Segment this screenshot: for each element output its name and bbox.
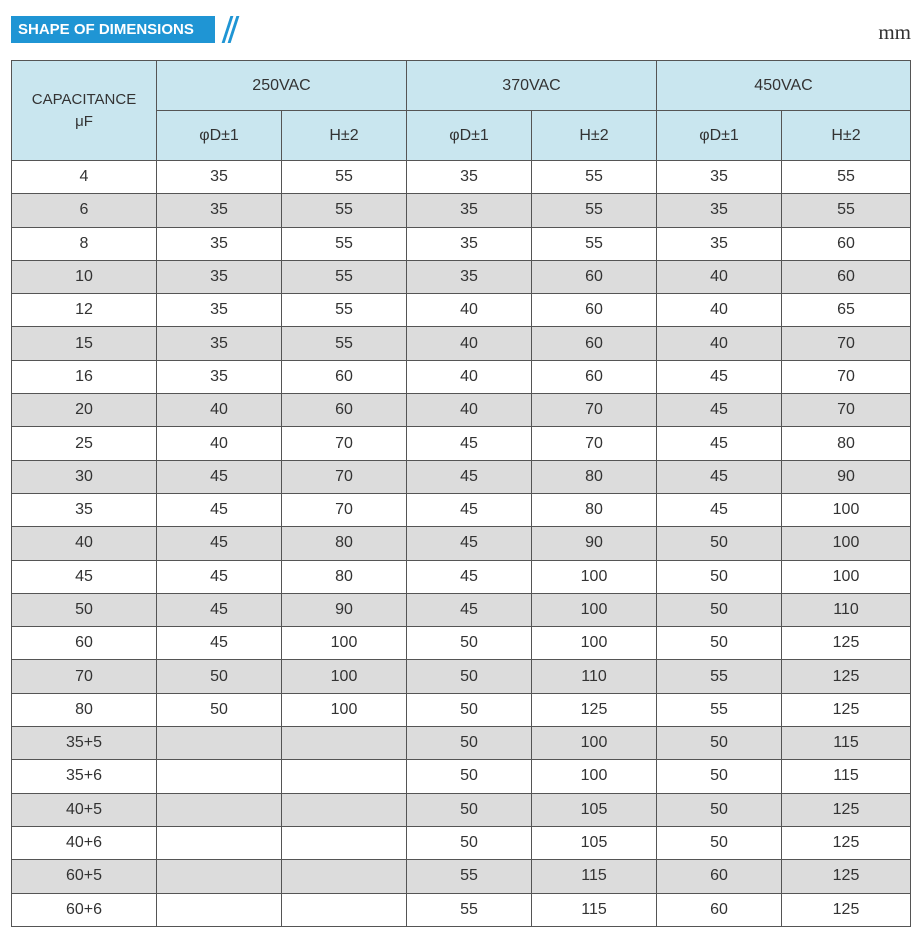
capacitance-cell: 60 [12,627,157,660]
height-450vac-cell: 90 [782,460,911,493]
height-370vac-cell: 115 [532,893,657,926]
diameter-450vac-cell: 50 [657,527,782,560]
diameter-250vac-cell: 40 [157,427,282,460]
table-row [12,460,911,493]
diameter-370vac-cell: 40 [407,394,532,427]
diameter-450vac-cell: 35 [657,161,782,194]
diameter-370vac-cell: 50 [407,693,532,726]
diameter-370vac-cell: 50 [407,660,532,693]
diameter-450vac-cell: 50 [657,627,782,660]
diameter-250vac-cell: 35 [157,294,282,327]
height-370vac-cell: 90 [532,527,657,560]
diameter-450vac-cell: 45 [657,360,782,393]
table-row [12,227,911,260]
diameter-450vac-cell: 55 [657,693,782,726]
voltage-group-header: 250VAC [157,61,407,111]
diameter-250vac-cell [157,727,282,760]
capacitance-cell: 6 [12,194,157,227]
height-450vac-cell: 60 [782,260,911,293]
diameter-450vac-cell: 40 [657,327,782,360]
header-row-voltage [12,61,911,111]
diameter-450vac-cell: 40 [657,294,782,327]
capacitance-cell: 12 [12,294,157,327]
height-250vac-cell: 70 [282,427,407,460]
height-370vac-cell: 110 [532,660,657,693]
diameter-250vac-cell [157,826,282,859]
capacitance-cell: 10 [12,260,157,293]
capacitance-cell: 80 [12,693,157,726]
diameter-250vac-cell: 45 [157,460,282,493]
height-370vac-cell: 60 [532,327,657,360]
diameter-250vac-cell: 45 [157,493,282,526]
height-370vac-cell: 100 [532,727,657,760]
height-450vac-cell: 70 [782,394,911,427]
diameter-370vac-cell: 50 [407,627,532,660]
height-450vac-cell: 55 [782,161,911,194]
diameter-250vac-cell: 35 [157,227,282,260]
diameter-450vac-cell: 60 [657,893,782,926]
voltage-group-header: 450VAC [657,61,911,111]
capacitance-cell: 40+6 [12,826,157,859]
height-450vac-cell: 65 [782,294,911,327]
diameter-370vac-cell: 45 [407,560,532,593]
capacitance-cell: 15 [12,327,157,360]
height-450vac-cell: 115 [782,760,911,793]
diameter-450vac-cell: 50 [657,593,782,626]
diameter-370vac-cell: 50 [407,793,532,826]
height-370vac-cell: 105 [532,793,657,826]
height-450vac-cell: 100 [782,527,911,560]
voltage-group-header: 370VAC [407,61,657,111]
capacitance-header [12,61,157,161]
height-250vac-cell: 55 [282,161,407,194]
diameter-450vac-cell: 50 [657,760,782,793]
height-370vac-cell: 105 [532,826,657,859]
height-370vac-cell: 60 [532,360,657,393]
capacitance-header-label: CAPACITANCE [31,90,137,108]
table-row [12,727,911,760]
height-450vac-cell: 100 [782,560,911,593]
diameter-450vac-cell: 55 [657,660,782,693]
diameter-370vac-cell: 50 [407,727,532,760]
diameter-370vac-cell: 45 [407,527,532,560]
diameter-250vac-cell [157,893,282,926]
diameter-450vac-cell: 50 [657,826,782,859]
diameter-header: φD±1 [657,111,782,161]
diameter-250vac-cell: 35 [157,161,282,194]
table-row [12,593,911,626]
diameter-370vac-cell: 50 [407,760,532,793]
height-450vac-cell: 60 [782,227,911,260]
table-row [12,161,911,194]
capacitance-cell: 50 [12,593,157,626]
capacitance-cell: 40 [12,527,157,560]
height-250vac-cell: 80 [282,560,407,593]
height-250vac-cell [282,893,407,926]
diameter-450vac-cell: 45 [657,394,782,427]
capacitance-cell: 70 [12,660,157,693]
height-250vac-cell: 90 [282,593,407,626]
height-250vac-cell: 80 [282,527,407,560]
diameter-250vac-cell: 35 [157,260,282,293]
height-370vac-cell: 70 [532,427,657,460]
diameter-370vac-cell: 55 [407,860,532,893]
diameter-450vac-cell: 45 [657,427,782,460]
height-450vac-cell: 125 [782,826,911,859]
height-370vac-cell: 60 [532,294,657,327]
table-row [12,826,911,859]
diameter-370vac-cell: 35 [407,227,532,260]
capacitance-cell: 35 [12,493,157,526]
diameter-250vac-cell: 45 [157,627,282,660]
capacitance-cell: 60+5 [12,860,157,893]
diameter-250vac-cell: 45 [157,593,282,626]
height-370vac-cell: 100 [532,760,657,793]
diameter-370vac-cell: 45 [407,593,532,626]
height-450vac-cell: 125 [782,860,911,893]
diameter-450vac-cell: 35 [657,194,782,227]
diameter-250vac-cell [157,760,282,793]
diameter-370vac-cell: 40 [407,294,532,327]
diameter-250vac-cell [157,793,282,826]
table-row [12,493,911,526]
diameter-header: φD±1 [407,111,532,161]
diameter-250vac-cell: 35 [157,327,282,360]
height-250vac-cell [282,760,407,793]
height-370vac-cell: 80 [532,493,657,526]
capacitance-cell: 35+5 [12,727,157,760]
height-370vac-cell: 125 [532,693,657,726]
height-370vac-cell: 55 [532,227,657,260]
diameter-370vac-cell: 45 [407,427,532,460]
dimensions-table [11,60,911,927]
capacitance-cell: 45 [12,560,157,593]
diameter-370vac-cell: 45 [407,493,532,526]
height-450vac-cell: 110 [782,593,911,626]
height-250vac-cell: 55 [282,294,407,327]
height-250vac-cell: 70 [282,460,407,493]
capacitance-cell: 30 [12,460,157,493]
height-450vac-cell: 125 [782,793,911,826]
capacitance-cell: 60+6 [12,893,157,926]
diameter-250vac-cell: 35 [157,360,282,393]
height-450vac-cell: 80 [782,427,911,460]
diameter-370vac-cell: 55 [407,893,532,926]
height-250vac-cell: 55 [282,227,407,260]
table-row [12,194,911,227]
height-450vac-cell: 55 [782,194,911,227]
diameter-370vac-cell: 35 [407,194,532,227]
height-370vac-cell: 60 [532,260,657,293]
table-row [12,893,911,926]
diameter-450vac-cell: 40 [657,260,782,293]
table-row [12,427,911,460]
capacitance-cell: 35+6 [12,760,157,793]
table-body [12,161,911,927]
diameter-250vac-cell [157,860,282,893]
height-450vac-cell: 125 [782,893,911,926]
capacitance-cell: 40+5 [12,793,157,826]
height-370vac-cell: 100 [532,593,657,626]
height-370vac-cell: 115 [532,860,657,893]
height-header: H±2 [782,111,911,161]
diameter-250vac-cell: 35 [157,194,282,227]
diameter-370vac-cell: 40 [407,360,532,393]
capacitance-cell: 20 [12,394,157,427]
height-370vac-cell: 80 [532,460,657,493]
height-370vac-cell: 55 [532,194,657,227]
capacitance-cell: 25 [12,427,157,460]
height-250vac-cell [282,727,407,760]
capacitance-cell: 8 [12,227,157,260]
diameter-450vac-cell: 50 [657,560,782,593]
diameter-450vac-cell: 35 [657,227,782,260]
diameter-370vac-cell: 50 [407,826,532,859]
diameter-370vac-cell: 35 [407,161,532,194]
diameter-450vac-cell: 60 [657,860,782,893]
table-row [12,327,911,360]
height-450vac-cell: 125 [782,660,911,693]
table-row [12,360,911,393]
diameter-450vac-cell: 50 [657,793,782,826]
diameter-370vac-cell: 35 [407,260,532,293]
height-450vac-cell: 70 [782,360,911,393]
table-row [12,793,911,826]
height-450vac-cell: 70 [782,327,911,360]
height-370vac-cell: 55 [532,161,657,194]
diameter-250vac-cell: 50 [157,693,282,726]
diameter-450vac-cell: 45 [657,493,782,526]
height-250vac-cell [282,860,407,893]
height-450vac-cell: 115 [782,727,911,760]
height-250vac-cell: 60 [282,360,407,393]
height-370vac-cell: 70 [532,394,657,427]
height-250vac-cell: 100 [282,693,407,726]
height-250vac-cell: 55 [282,194,407,227]
capacitance-cell: 4 [12,161,157,194]
height-250vac-cell [282,793,407,826]
table-row [12,693,911,726]
unit-label: mm [878,20,911,44]
diameter-450vac-cell: 50 [657,727,782,760]
height-370vac-cell: 100 [532,560,657,593]
diameter-370vac-cell: 40 [407,327,532,360]
height-250vac-cell: 55 [282,260,407,293]
diameter-370vac-cell: 45 [407,460,532,493]
height-250vac-cell [282,826,407,859]
height-header: H±2 [532,111,657,161]
diameter-250vac-cell: 40 [157,394,282,427]
height-250vac-cell: 60 [282,394,407,427]
section-title-banner [11,16,223,43]
height-250vac-cell: 70 [282,493,407,526]
diameter-header: φD±1 [157,111,282,161]
height-250vac-cell: 100 [282,627,407,660]
capacitance-header-unit: μF [75,112,93,130]
height-450vac-cell: 125 [782,693,911,726]
capacitance-cell: 16 [12,360,157,393]
height-370vac-cell: 100 [532,627,657,660]
height-450vac-cell: 100 [782,493,911,526]
height-header: H±2 [282,111,407,161]
diameter-250vac-cell: 50 [157,660,282,693]
diameter-450vac-cell: 45 [657,460,782,493]
table-row [12,627,911,660]
table-row [12,860,911,893]
table-row [12,260,911,293]
diameter-250vac-cell: 45 [157,560,282,593]
diameter-250vac-cell: 45 [157,527,282,560]
table-row [12,527,911,560]
table-row [12,394,911,427]
height-250vac-cell: 100 [282,660,407,693]
table-row [12,760,911,793]
table-row [12,560,911,593]
table-row [12,294,911,327]
height-250vac-cell: 55 [282,327,407,360]
table-row [12,660,911,693]
height-450vac-cell: 125 [782,627,911,660]
section-title: SHAPE OF DIMENSIONS [11,16,215,43]
